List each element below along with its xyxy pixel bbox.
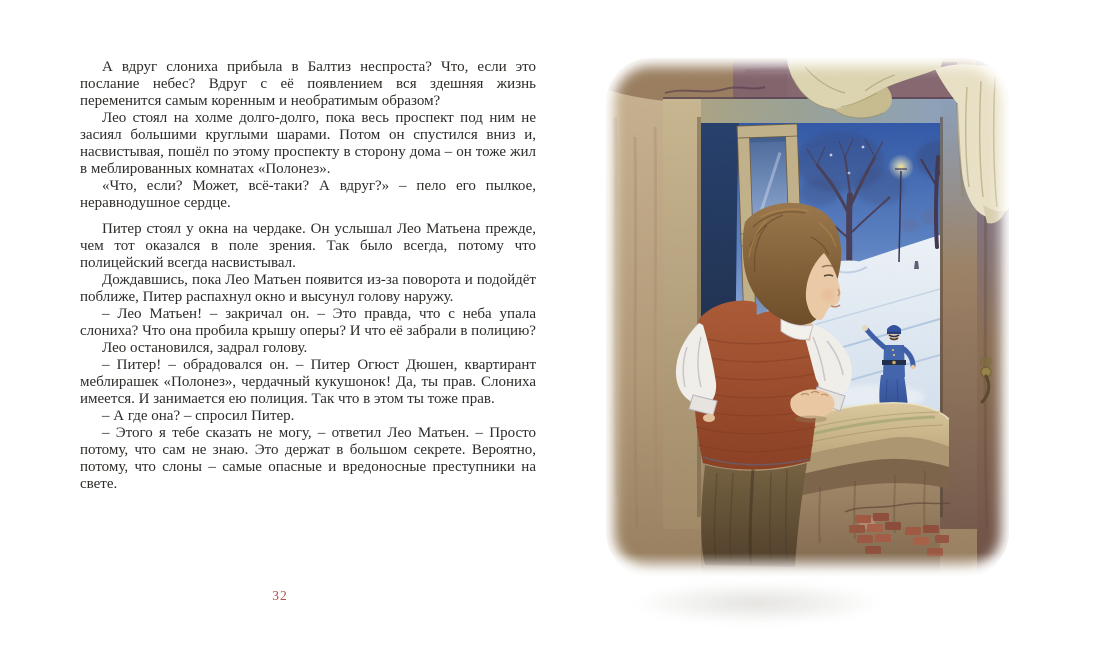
illustration-shadow [630, 582, 885, 624]
paragraph: Лео стоял на холме долго-долго, пока весь проспект под ним не засиял большими круглыми шарами. Потом он спустился вниз и, насвистывая, пошёл по этому проспекту в сторону дома – он тоже жил в меблированных комнатах «Полонез». [80, 110, 536, 177]
paragraph: Лео остановился, задрал голову. [102, 340, 308, 356]
paragraph: – Этого я тебе сказать не могу, – ответил Лео Матьен. – Просто потому, что сам не знаю. Это держат в большом секрете. Вероятно, потому, что слоны – самые опасные и вредоносные преступники на свете. [80, 425, 536, 492]
paragraph: «Что, если? Может, всё-таки? А вдруг?» – пело его пылкое, неравнодушное сердце. [80, 178, 536, 211]
right-page [550, 0, 1100, 663]
page-number: 32 [272, 588, 288, 603]
illustration-svg [605, 57, 1010, 578]
paragraph: Дождавшись, пока Лео Матьен появится из-за поворота и подойдёт поближе, Питер распахнул окно и высунул голову наружу. [80, 272, 536, 305]
illustration [605, 57, 1010, 578]
paragraph: – Лео Матьен! – закричал он. – Это правда, что с неба упала слониха? Что она пробила крышу оперы? И что её забрали в полицию? [80, 306, 536, 339]
paragraph: – Питер! – обрадовался он. – Питер Огюст Дюшен, квартирант меблирашек «Полонез», чердачный кукушонок! Да, ты прав. Слониха имеется. И занимается ею полиция. Так что в этом ты тоже прав. [80, 357, 536, 407]
paragraph: – А где она? – спросил Питер. [102, 408, 295, 424]
paragraph: А вдруг слониха прибыла в Балтиз неспроста? Что, если это послание небес? Вдруг с её появлением вся здешняя жизнь переменится самым коренным и необратимым образом? [80, 59, 536, 109]
paragraph: Питер стоял у окна на чердаке. Он услышал Лео Матьена прежде, чем тот оказался в поле зрения. Так было всегда, потому что полицейский всегда насвистывал. [80, 221, 536, 271]
text-block [80, 59, 536, 493]
paper-texture [605, 57, 1010, 578]
